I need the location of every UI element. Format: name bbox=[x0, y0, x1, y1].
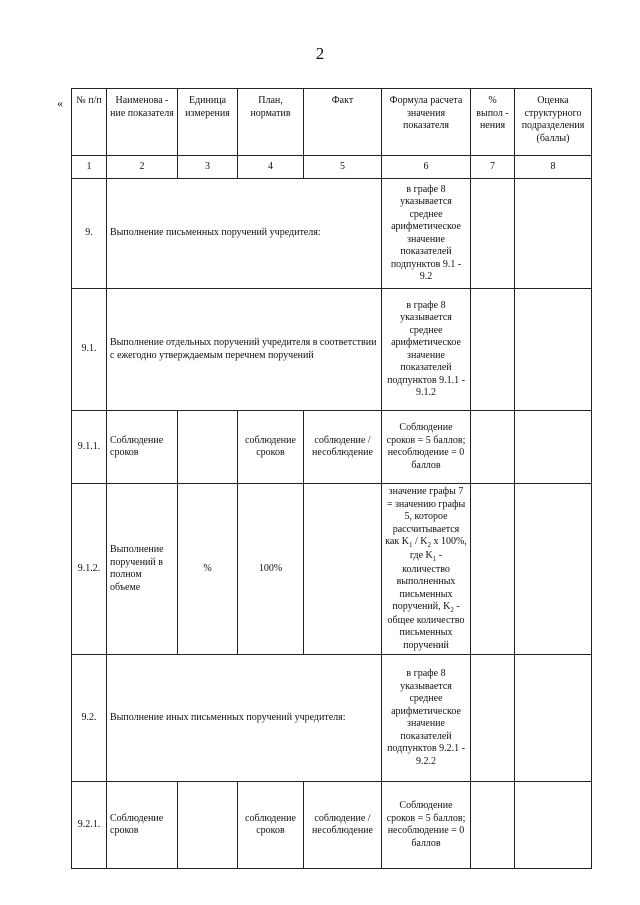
row-num: 9.2.1. bbox=[72, 782, 107, 869]
row-unit bbox=[178, 782, 238, 869]
row-percent bbox=[471, 179, 515, 289]
row-score bbox=[515, 782, 592, 869]
row-plan: соблюдение сроков bbox=[238, 782, 304, 869]
formula-text: значение графы 7 = значению графы 5, которое рассчитывается как K bbox=[385, 486, 466, 547]
indicators-table bbox=[71, 88, 592, 869]
row-num: 9.2. bbox=[72, 655, 107, 782]
formula-text: - общее количество письменных поручений bbox=[387, 601, 465, 651]
row-fact: соблюдение / несоблюдение bbox=[304, 411, 382, 484]
row-score bbox=[515, 484, 592, 655]
row-score bbox=[515, 655, 592, 782]
row-num: 9.1.2. bbox=[72, 484, 107, 655]
row-fact bbox=[304, 484, 382, 655]
column-number: 8 bbox=[515, 156, 592, 179]
column-number-row bbox=[72, 156, 592, 179]
column-number: 7 bbox=[471, 156, 515, 179]
header-unit: Единица измерения bbox=[178, 89, 238, 156]
row-percent bbox=[471, 411, 515, 484]
row-formula: Соблюдение сроков = 5 баллов; несоблюдение = 0 баллов bbox=[382, 411, 471, 484]
table-row-9-2 bbox=[72, 655, 592, 782]
header-row bbox=[72, 89, 592, 156]
row-unit: % bbox=[178, 484, 238, 655]
formula-text: x 100%, где K bbox=[409, 536, 467, 561]
row-formula: в графе 8 указывается среднее арифметическое значение показателей подпунктов 9.1 - 9.2 bbox=[382, 179, 471, 289]
column-number: 1 bbox=[72, 156, 107, 179]
header-formula: Формула расчета значения показателя bbox=[382, 89, 471, 156]
row-name: Выполнение иных письменных поручений учредителя: bbox=[107, 655, 382, 782]
table-row-9-2-1 bbox=[72, 782, 592, 869]
row-num: 9. bbox=[72, 179, 107, 289]
row-name: Выполнение письменных поручений учредителя: bbox=[107, 179, 382, 289]
header-fact: Факт bbox=[304, 89, 382, 156]
header-percent: % выпол - нения bbox=[471, 89, 515, 156]
row-formula: в графе 8 указывается среднее арифметическое значение показателей подпунктов 9.1.1 - 9.1.2 bbox=[382, 289, 471, 411]
row-fact: соблюдение / несоблюдение bbox=[304, 782, 382, 869]
row-plan: 100% bbox=[238, 484, 304, 655]
table-row-9-1 bbox=[72, 289, 592, 411]
column-number: 3 bbox=[178, 156, 238, 179]
row-name: Выполнение поручений в полном объеме bbox=[107, 484, 178, 655]
formula-subscript: 2 bbox=[427, 541, 431, 549]
column-number: 5 bbox=[304, 156, 382, 179]
row-percent bbox=[471, 655, 515, 782]
row-percent bbox=[471, 289, 515, 411]
header-plan: План, норматив bbox=[238, 89, 304, 156]
header-score: Оценка структурного подразделения (баллы) bbox=[515, 89, 592, 156]
row-unit bbox=[178, 411, 238, 484]
formula-text: / K bbox=[412, 536, 428, 547]
row-score bbox=[515, 179, 592, 289]
column-number: 4 bbox=[238, 156, 304, 179]
header-num: № п/п bbox=[72, 89, 107, 156]
opening-quote-mark: « bbox=[57, 96, 63, 110]
column-number: 6 bbox=[382, 156, 471, 179]
header-name: Наименова - ние показателя bbox=[107, 89, 178, 156]
table-row-9 bbox=[72, 179, 592, 289]
row-name: Соблюдение сроков bbox=[107, 782, 178, 869]
table-row-9-1-1 bbox=[72, 411, 592, 484]
formula-subscript: 1 bbox=[432, 554, 437, 563]
row-num: 9.1. bbox=[72, 289, 107, 411]
row-name: Выполнение отдельных поручений учредителя в соответствии с ежегодно утверждаемым перечнем поручений bbox=[107, 289, 382, 411]
table-row-9-1-2 bbox=[72, 484, 592, 655]
formula-subscript: 1 bbox=[408, 541, 413, 549]
row-name: Соблюдение сроков bbox=[107, 411, 178, 484]
formula-subscript: 2 bbox=[450, 606, 454, 614]
row-formula bbox=[382, 484, 471, 655]
row-percent bbox=[471, 782, 515, 869]
formula-text: - количество выполненных письменных поручений, K bbox=[392, 549, 456, 612]
column-number: 2 bbox=[107, 156, 178, 179]
row-formula: Соблюдение сроков = 5 баллов; несоблюдение = 0 баллов bbox=[382, 782, 471, 869]
row-percent bbox=[471, 484, 515, 655]
page-number: 2 bbox=[315, 44, 325, 63]
row-score bbox=[515, 411, 592, 484]
row-plan: соблюдение сроков bbox=[238, 411, 304, 484]
row-formula: в графе 8 указывается среднее арифметическое значение показателей подпунктов 9.2.1 - 9.2.2 bbox=[382, 655, 471, 782]
row-score bbox=[515, 289, 592, 411]
row-num: 9.1.1. bbox=[72, 411, 107, 484]
